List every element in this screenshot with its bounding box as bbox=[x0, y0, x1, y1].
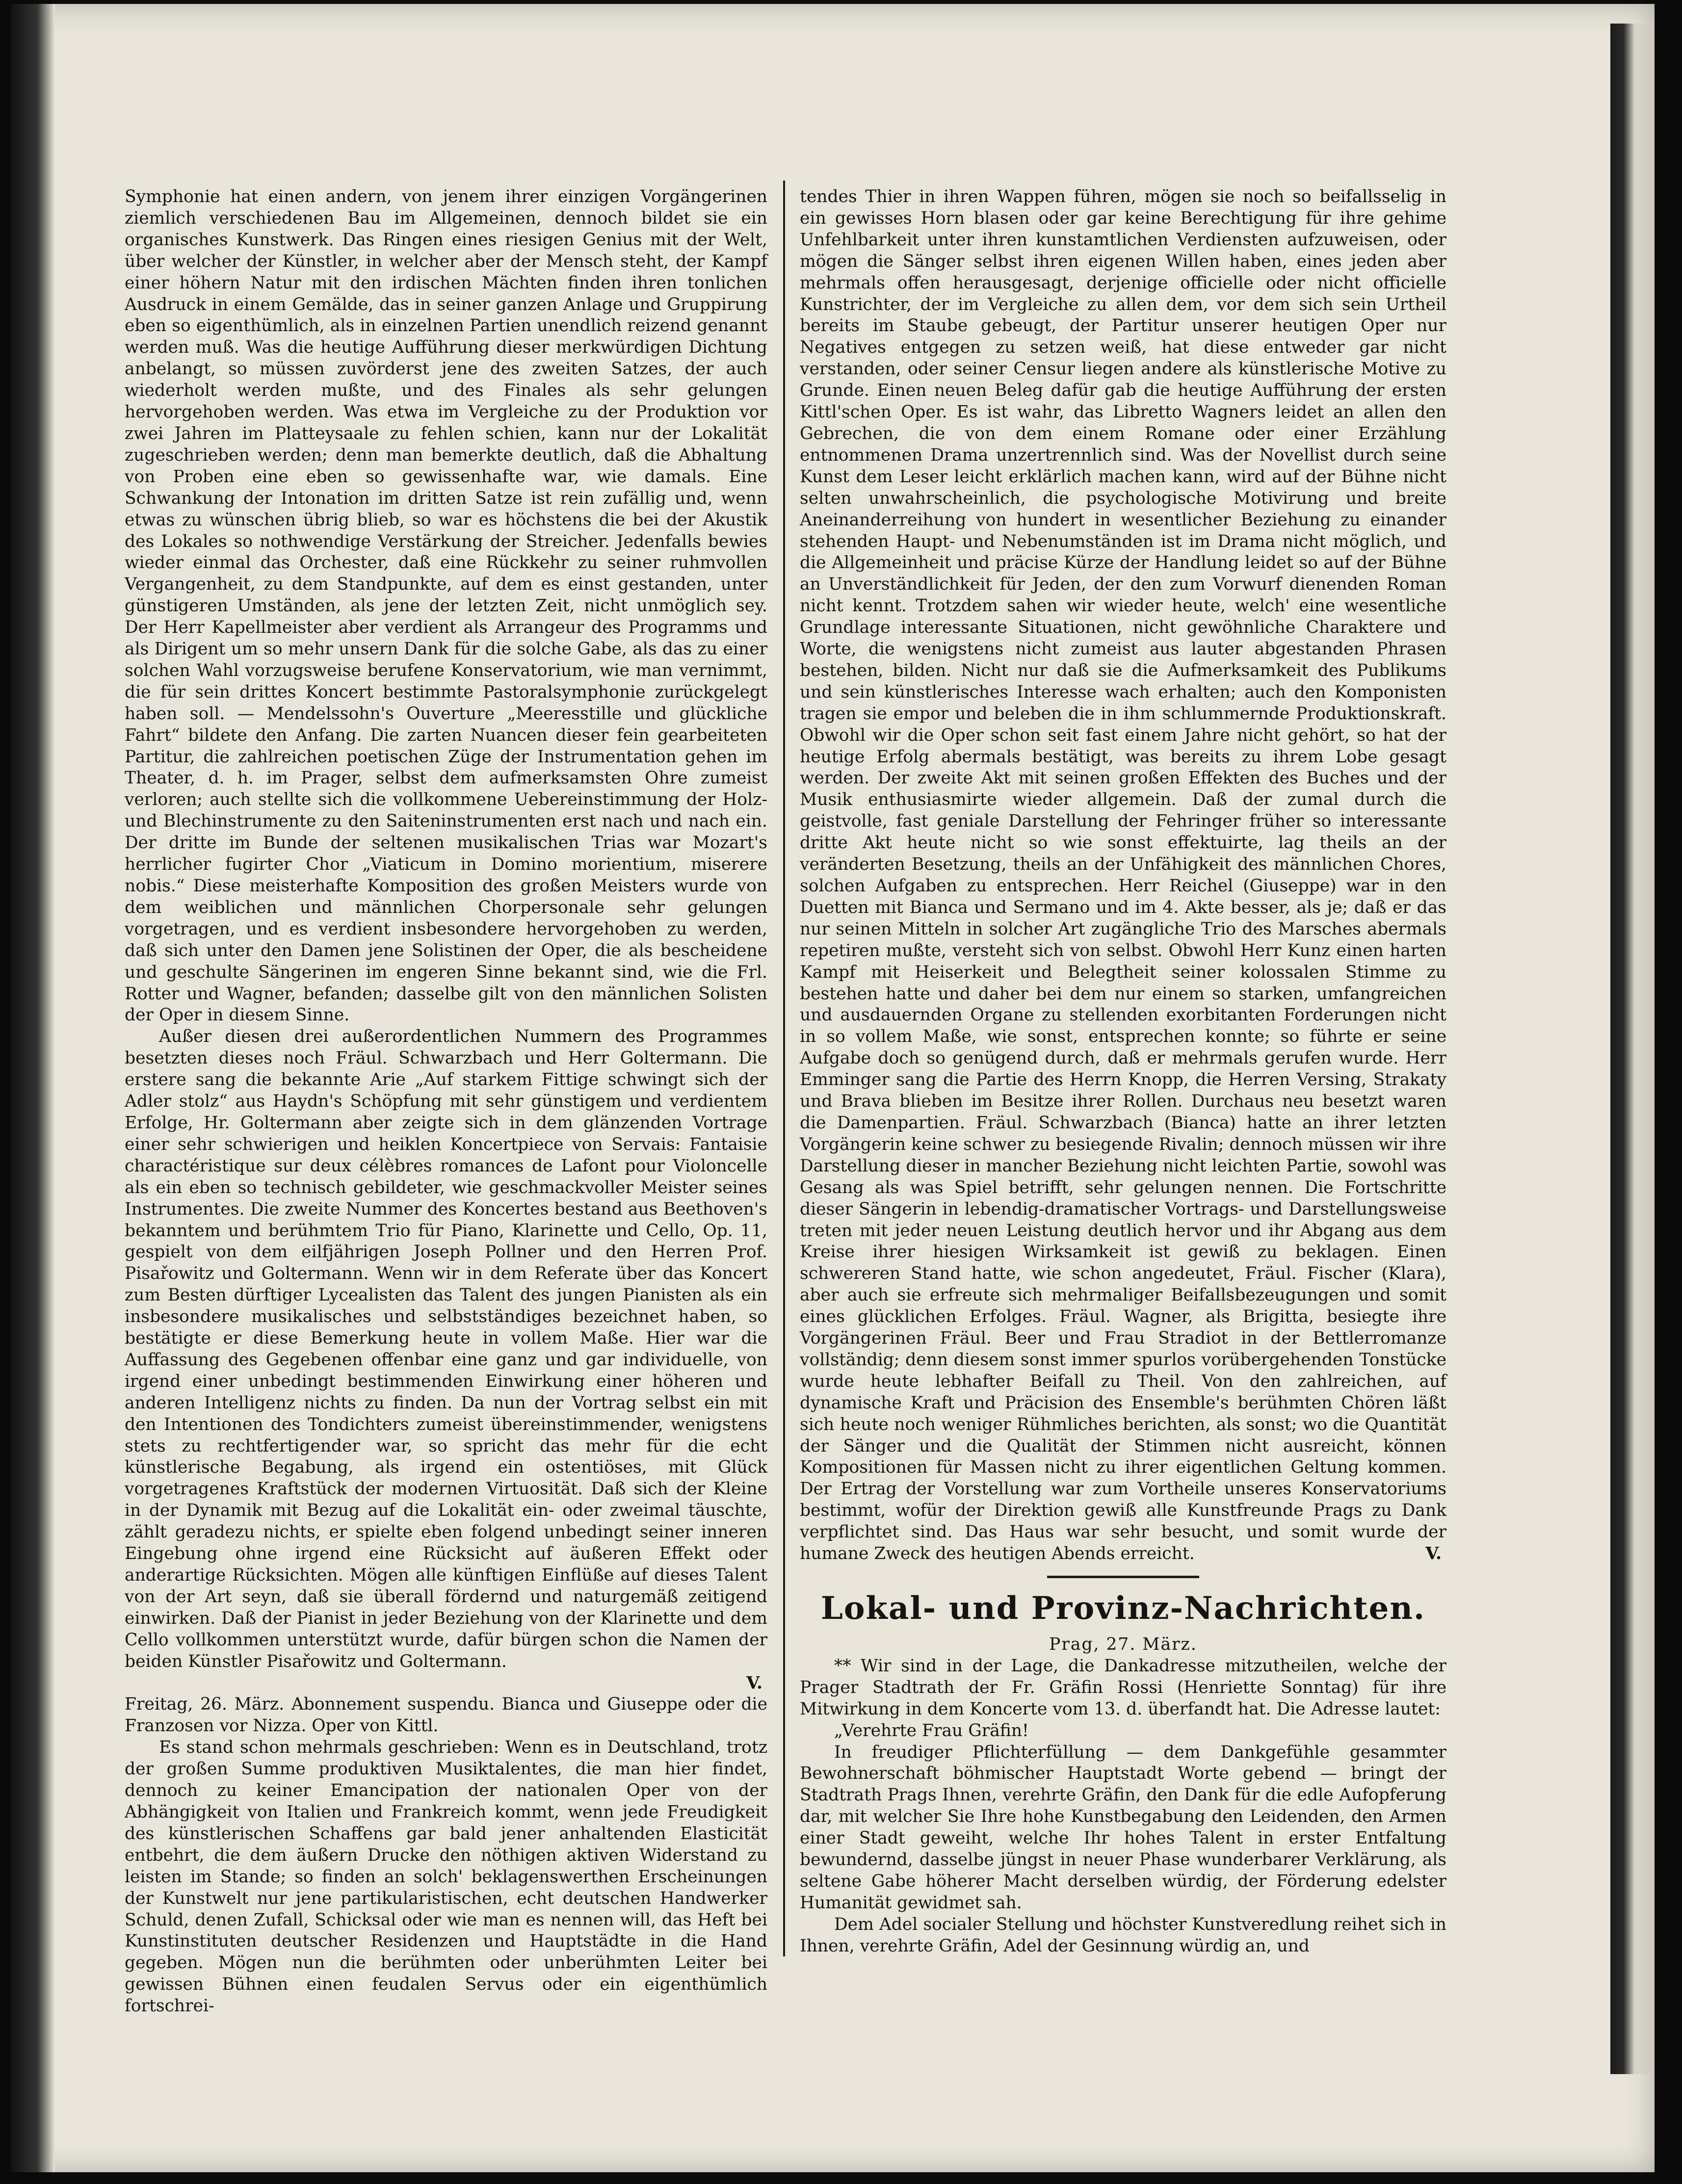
binding-shadow bbox=[11, 4, 55, 2172]
page-edge bbox=[1610, 24, 1655, 2074]
right-column bbox=[800, 186, 1446, 1957]
letter-salutation: „Verehrte Frau Gräfin! bbox=[834, 1720, 1029, 1741]
news-paragraph: ** Wir sind in der Lage, die Dankadresse mitzutheilen, welche der Prager Stadtrath der Fr. Gräfin Rossi (Henriette Sonntag) für ihre Mitwirkung in dem Koncerte vom 13. d. überfandt hat. Die Adresse lautet: bbox=[800, 1656, 1446, 1719]
section-title: Lokal- und Provinz-Nachrichten. bbox=[820, 1590, 1426, 1627]
dateline: Prag, 27. März. bbox=[1049, 1635, 1197, 1654]
review-signature: V. bbox=[746, 1673, 762, 1693]
review-paragraph-1: Symphonie hat einen andern, von jenem ihrer einzigen Vorgängerinen ziemlich verschiedenen Bau im Allgemeinen, dennoch bildet sie ein organisches Kunstwerk. Das Ringen eines riesigen Genius mit der Welt, über welcher der Künstler, in welcher aber der Mensch steht, der Kampf einer höhern Natur mit den irdischen Mächten finden ihren tonlichen Ausdruck in einem Gemälde, das in seiner ganzen Anlage und Gruppirung eben so eigenthümlich, als in einzelnen Partien unendlich reizend genannt werden muß. Was die heutige Aufführung dieser merkwürdigen Dichtung anbelangt, so müssen zuvörderst jene des zweiten Satzes, der auch wiederholt werden mußte, und des Finales als sehr gelungen hervorgehoben werden. Was etwa im Vergleiche zu der Produktion vor zwei Jahren im Platteysaale zu fehlen schien, kann nur der Lokalität zugeschrieben werden; denn man bemerkte deutlich, daß die Abhaltung von Proben eine eben so gewissenhafte war, wie damals. Eine Schwankung der Intonation im dritten Satze ist rein zufällig und, wenn etwas zu wünschen übrig blieb, so war es höchstens die bei der Akustik des Lokales so nothwendige Verstärkung der Streicher. Jedenfalls bewies wieder einmal das Orchester, daß eine Rückkehr zu seiner ruhmvollen Vergangenheit, zu dem Standpunkte, auf dem es einst gestanden, unter günstigeren Umständen, als jene der letzten Zeit, nicht unmöglich sey. Der Herr Kapellmeister aber verdient als Arrangeur des Programms und als Dirigent um so mehr unsern Dank für die solche Gabe, als das zu einer solchen Wahl vorzugsweise berufene Konservatorium, wie man vernimmt, die für sein drittes Koncert bestimmte Pastoralsymphonie zurückgelegt haben soll. — Mendelssohn's Ouverture „Meeresstille und glückliche Fahrt“ bildete den Anfang. Die zarten Nuancen dieser fein gearbeiteten Partitur, die zahlreichen poetischen Züge der Instrumentation gehen im Theater, d. h. im Prager, selbst dem aufmerksamsten Ohre zumeist verloren; auch stellte sich die vollkommene Uebereinstimmung der Holz- und Blechinstrumente zu den Saiteninstrumenten erst nach und nach ein. Der dritte im Bunde der seltenen musikalischen Trias war Mozart's herrlicher fugirter Chor „Viaticum in Domino morientium, miserere nobis.“ Diese meisterhafte Komposition des großen Meisters wurde von dem weiblichen und männlichen Chorpersonale sehr gelungen vorgetragen, und es verdient insbesondere hervorgehoben zu werden, daß sich unter den Damen jene Solistinen der Oper, die als bescheidene und geschulte Sängerinen im engeren Sinne bekannt sind, wie die Frl. Rotter und Wagner, befanden; dasselbe gilt von den männlichen Solisten der Oper in diesem Sinne. bbox=[125, 187, 767, 1025]
column-divider bbox=[783, 181, 785, 1956]
opera-review-signature: V. bbox=[1425, 1544, 1442, 1564]
opera-review-paragraph: Es stand schon mehrmals geschrieben: Wenn es in Deutschland, trotz der großen Summe produktiven Musiktalentes, die man hier findet, dennoch zu keiner Emancipation der nationalen Oper von der Abhängigkeit von Italien und Frankreich kommt, wenn jede Freudigkeit des künstlerischen Schaffens gar bald jener anhaltenden Elasticität entbehrt, die dem äußern Drucke den nöthigen aktiven Widerstand zu leisten im Stande; so finden an solch' beklagenswerthen Erscheinungen der Kunstwelt nur jene partikularistischen, echt deutschen Handwerker Schuld, denen Zufall, Schicksal oder wie man es nennen will, das Heft bei Kunstinstituten deutscher Residenzen und Hauptstädte in die Hand gegeben. Mögen nun die berühmten oder unberühmten Leiter bei gewissen Bühnen einen feudalen Servus oder ein eigenthümlich fortschrei- bbox=[125, 1738, 767, 2016]
newspaper-page bbox=[11, 4, 1655, 2172]
section-rule bbox=[1047, 1576, 1199, 1578]
review-paragraph-2: Außer diesen drei außerordentlichen Nummern des Programmes besetzten dieses noch Fräul. Schwarzbach und Herr Goltermann. Die erstere sang die bekannte Arie „Auf starkem Fittige schwingt sich der Adler stolz“ aus Haydn's Schöpfung mit sehr günstigem und verdientem Erfolge, Hr. Goltermann aber zeigte sich in dem glänzenden Vortrage einer sehr schwierigen und heiklen Koncertpiece von Servais: Fantaisie charactéristique sur deux célèbres romances de Lafont pour Violoncelle als ein eben so technisch gebildeter, wie geschmackvoller Meister seines Instrumentes. Die zweite Nummer des Koncertes bestand aus Beethoven's bekanntem und berühmtem Trio für Piano, Klarinette und Cello, Op. 11, gespielt von dem eilfjährigen Joseph Pollner und den Herren Prof. Pisařowitz und Goltermann. Wenn wir in dem Referate über das Koncert zum Besten dürftiger Lycealisten das Talent des jungen Pianisten als ein insbesondere musikalisches und selbstständiges bezeichnet haben, so bestätigte er diese Bemerkung heute in vollem Maße. Hier war die Auffassung des Gegebenen offenbar eine ganz und gar individuelle, von irgend einer unbedingt bestimmenden Einwirkung einer höheren und anderen Intelligenz nichts zu finden. Da nun der Vortrag selbst ein mit den Intentionen des Tondichters zumeist übereinstimmender, wenigstens stets zu rechtfertigender war, so spricht das mehr für die echt künstlerische Begabung, als irgend ein ostentiöses, mit Glück vorgetragenes Kraftstück der modernen Virtuosität. Daß sich der Kleine in der Dynamik mit Bezug auf die Lokalität ein- oder zweimal täuschte, zählt geradezu nichts, er spielte eben folgend unbedingt seiner inneren Eingebung ohne irgend eine Rücksicht auf äußeren Effekt oder anderartige Rücksichten. Mögen alle künftigen Einflüße auf dieses Talent von der Art seyn, daß sie überall fördernd und naturgemäß zeitigend einwirken. Daß der Pianist in jeder Beziehung von der Klarinette und dem Cello vollkommen unterstützt wurde, dafür bürgen schon die Namen der beiden Künstler Pisařowitz und Goltermann. bbox=[125, 1027, 767, 1671]
opera-review-text: tendes Thier in ihren Wappen führen, mögen sie noch so beifallsselig in ein gewisses Horn blasen oder gar keine Berechtigung für ihre gehime Unfehlbarkeit unter ihren kunstamtlichen Verdiensten aufzuweisen, oder mögen die Sänger selbst ihren eigenen Willen haben, eines jeden aber mehrmals offen herausgesagt, derjenige officielle oder nicht officielle Kunstrichter, der im Vergleiche zu allen dem, vor dem sich sein Urtheil bereits im Staube gebeugt, der Partitur unserer heutigen Oper nur Negatives entgegen zu setzen weiß, hat diese entweder gar nicht verstanden, oder seiner Censur liegen andere als künstlerische Motive zu Grunde. Einen neuen Beleg dafür gab die heutige Aufführung der ersten Kittl'schen Oper. Es ist wahr, das Libretto Wagners leidet an allen den Gebrechen, die von dem einem Romane oder einer Erzählung entnommenen Drama unzertrennlich sind. Was der Novellist durch seine Kunst dem Leser leicht erklärlich machen kann, wird auf der Bühne nicht selten unwahrscheinlich, die psychologische Motivirung und breite Aneinanderreihung von hundert in wesentlicher Beziehung zu einander stehenden Haupt- und Nebenumständen ist im Drama nicht möglich, und die Allgemeinheit und präcise Kürze der Handlung leidet so auf der Bühne an Unverständlichkeit für Jeden, der den zum Vorwurf dienenden Roman nicht kennt. Trotzdem sahen wir wieder heute, welch' eine wesentliche Grundlage interessante Situationen, nicht gewöhnliche Charaktere und Worte, die wenigstens nicht zumeist aus lauter abgestanden Phrasen bestehen, bilden. Nicht nur daß sie die Aufmerksamkeit des Publikums und sein künstlerisches Interesse wach erhalten; auch den Komponisten tragen sie empor und beleben die in ihm schlummernde Produktionskraft. Obwohl wir die Oper schon seit fast einem Jahre nicht gehört, so hat der heutige Erfolg abermals bestätigt, was bereits zu ihrem Lobe gesagt werden. Der zweite Akt mit seinen großen Effekten des Buches und der Musik enthusiasmirte wieder allgemein. Daß der zumal durch die geistvolle, fast geniale Darstellung der Fehringer früher so interessante dritte Akt heute nicht so wie sonst effektuirte, lag theils an der veränderten Besetzung, theils an der Unfähigkeit des männlichen Chores, solchen Aufgaben zu entsprechen. Herr Reichel (Giuseppe) war in den Duetten mit Bianca und Sermano und im 4. Akte besser, als je; daß er das nur seinen Mitteln in solcher Art zugängliche Trio des Marsches abermals repetiren mußte, versteht sich von selbst. Obwohl Herr Kunz einen harten Kampf mit Heiserkeit und Belegtheit seiner kolossalen Stimme zu bestehen hatte und daher bei dem nur einem so starken, umfangreichen und ausdauernden Organe zu stellenden exorbitanten Forderungen nicht in so vollem Maße, wie sonst, entsprechen konnte; so führte er seine Aufgabe doch so genügend durch, daß er mehrmals gerufen wurde. Herr Emminger sang die Partie des Herrn Knopp, die Herren Versing, Strakaty und Brava blieben im Besitze ihrer Rollen. Durchaus neu besetzt waren die Damenpartien. Fräul. Schwarzbach (Bianca) hatte an ihrer letzten Vorgängerin keine schwer zu besiegende Rivalin; dennoch müssen wir ihre Darstellung dieser in mancher Beziehung nicht leichten Partie, sowohl was Gesang als was Spiel betrifft, sehr gelungen nennen. Die Fortschritte dieser Sängerin in lebendig-dramatischer Vortrags- und Darstellungsweise treten mit jeder neuen Leistung deutlich hervor und ihr Abgang aus dem Kreise ihrer hiesigen Wirksamkeit ist gewiß zu beklagen. Einen schwereren Stand hatte, wie schon angedeutet, Fräul. Fischer (Klara), aber auch sie erfreute sich mehrmaliger Beifallsbezeugungen und somit eines glücklichen Erfolges. Fräul. Wagner, als Brigitta, besiegte ihre Vorgängerinen Fräul. Beer und Frau Stradiot in der Bettlerromanze vollständig; denn diesem sonst immer spurlos vorübergehenden Tonstücke wurde heute lebhafter Beifall zu Theil. Von den zahlreichen, auf dynamische Kraft und Präcision des Ensemble's berühmten Chören läßt sich heute noch weniger Rühmliches berichten, als sonst; wo die Quantität der Sänger und die Qualität der Stimmen nicht ausreicht, können Kompositionen für Massen nicht zu ihrer eigentlichen Geltung kommen. Der Ertrag der Vorstellung war zum Vortheile unseres Konservatoriums bestimmt, wofür der Direktion gewiß alle Kunstfreunde Prags zu Dank verpflichtet sind. Das Haus war sehr besucht, und somit wurde der humane Zweck des heutigen Abends erreicht. bbox=[800, 187, 1446, 1564]
letter-paragraph-2: Dem Adel socialer Stellung und höchster Kunstveredlung reihet sich in Ihnen, verehrte Gräfin, Adel der Gesinnung würdig an, und bbox=[800, 1914, 1446, 1956]
playbill-line: Freitag, 26. März. Abonnement suspendu. Bianca und Giuseppe oder die Franzosen vor Nizza. Oper von Kittl. bbox=[125, 1694, 767, 1736]
letter-paragraph-1: In freudiger Pflichterfüllung — dem Dankgefühle gesammter Bewohnerschaft böhmischer Hauptstadt Worte gebend — bringt der Stadtrath Prags Ihnen, verehrte Gräfin, den Dank für die edle Aufopferung dar, mit welcher Sie Ihre hohe Kunstbegabung den Leidenden, den Armen einer Stadt geweiht, welche Ihr hohes Talent in erster Entfaltung bewundernd, dasselbe jüngst in neuer Phase wunderbarer Verklärung, als seltene Gabe höherer Macht derselben würdig, der Förderung edelster Humanität gewidmet sah. bbox=[800, 1742, 1446, 1913]
opera-review-continued bbox=[800, 186, 1446, 1565]
left-column bbox=[125, 186, 767, 2017]
